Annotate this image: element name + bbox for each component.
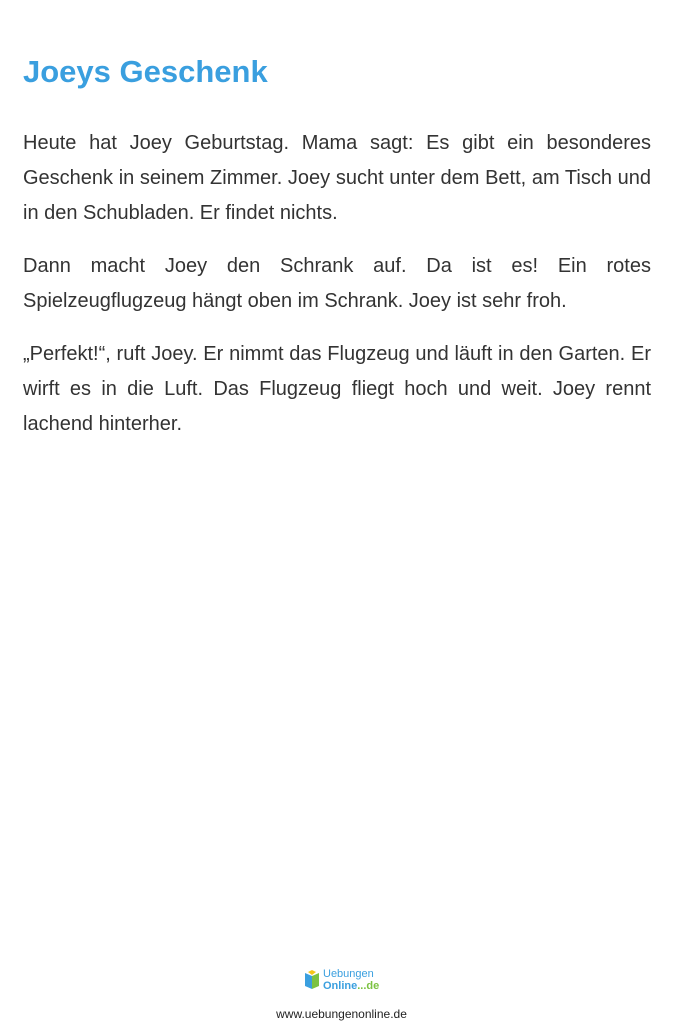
site-logo	[303, 966, 393, 994]
story-text	[23, 126, 651, 460]
open-book-icon	[303, 970, 321, 990]
paragraph-2: Dann macht Joey den Schrank auf. Da ist es! Ein rotes Spielzeugflugzeug hängt oben im Schrank. Joey ist sehr froh.	[23, 255, 651, 312]
paragraph-3: „Perfekt!“, ruft Joey. Er nimmt das Flugzeug und läuft in den Garten. Er wirft es in die Luft. Das Flugzeug fliegt hoch und weit. Joey rennt lachend hinterher.	[23, 343, 651, 435]
logo-wordmark-tld: ...de	[357, 980, 380, 992]
logo-wordmark-online: Online	[323, 980, 358, 992]
logo-wordmark-top: Uebungen	[323, 968, 374, 980]
paragraph-1: Heute hat Joey Geburtstag. Mama sagt: Es gibt ein besonderes Geschenk in seinem Zimmer. Joey sucht unter dem Bett, am Tisch und in den Schubladen. Er findet nichts.	[23, 132, 651, 224]
logo-wordmark-bottom	[323, 980, 379, 992]
page-title: Joeys Geschenk	[23, 54, 268, 89]
footer-url[interactable]: www.uebungenonline.de	[276, 1007, 407, 1021]
